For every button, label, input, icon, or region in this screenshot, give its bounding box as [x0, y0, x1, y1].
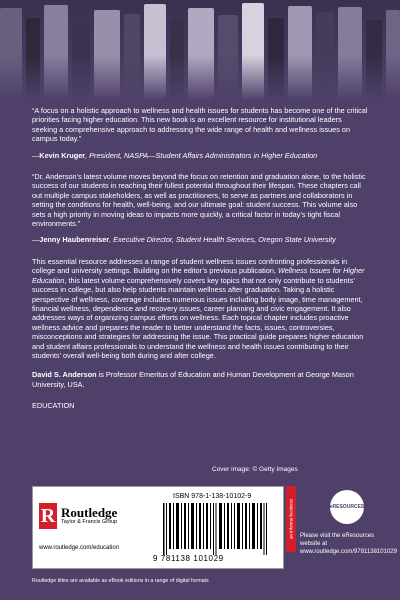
description-rest: , this latest volume comprehensively covers key topics that not only contribute to students’ success in college, but also help students maintain wellness after graduation. Taking a holistic perspective of wellness, coverage includes numerous issues including body image, time management, financial wellness, dependence and recovery issues, career planning and civic engagement. It also addresses ways of organizing campus efforts on wellness. Each topical chapter includes proactive wellness advice and prepares the reader to better understand the facts, issues, controversies, misconceptions and strategies for addressing the issue. This practical guide prepares higher education and student affairs professionals to understand the wellness and health issues contributing to their students’ overall well-being both during and after college. — [32, 275, 364, 360]
routledge-logo — [39, 503, 117, 529]
quote-2-role: , Executive Director, Student Health Services, Oregon State University — [109, 235, 336, 245]
barcode-panel — [32, 486, 284, 569]
author-bio — [32, 370, 368, 389]
isbn-text: ISBN 978-1-138-10102-9 — [173, 493, 252, 500]
previous-book-title: Wellness Issues for Higher Education — [32, 266, 365, 285]
publisher-group: Taylor & Francis Group — [61, 519, 118, 525]
quote-2-attribution: —Jenny Haubenreiser, Executive Director, Student Health Services, Oregon State University — [32, 235, 336, 245]
description-intro: This essential resource addresses a range of student wellness issues confronting professionals in college and university settings. Building on the editor’s previous publication, — [32, 256, 348, 276]
quote-1-name: Kevin Kruger — [39, 150, 86, 160]
back-cover-text — [32, 106, 368, 411]
bookshelf-photo — [0, 0, 400, 100]
quote-2-text: “Dr. Anderson’s latest volume moves beyond the focus on retention and graduation alone, to the holistic success of our students in reaching their fullest potential throughout their lifespan. These chapters call out multiple campus stakeholders, as well as practitioners, to serve as partners and collaborators in setting the conditions for health, well-being, and our ultimate goal: student success. This volume also sets a high priority in moving ideas to impacts more quickly, a critical factor in today’s tight fiscal environments.” — [32, 172, 366, 229]
cover-image-credit: Cover image: © Getty Images — [212, 466, 298, 473]
routledge-r-icon: R — [39, 503, 57, 529]
ebook-footer-note: Routledge titles are available as eBook editions in a range of digital formats — [32, 578, 209, 584]
barcode-icon — [163, 503, 267, 555]
quote-1-text: “A focus on a holistic approach to wellness and health issues for students has become one of the critical priorities facing higher education. This new book is an excellent resource for institutional leaders seeking a comprehensive approach to addressing the wide range of health and wellness issues on campus today.” — [32, 106, 368, 144]
quote-1-attribution: —Kevin Kruger, President, NASPA—Student Affairs Administrators in Higher Education — [32, 150, 318, 160]
quote-2-name: Jenny Haubenreiser — [39, 235, 110, 245]
eresources-badge-icon: eRESOURCES — [330, 490, 364, 524]
barcode-number: 9 781138 101029 — [153, 554, 224, 563]
publisher-url: www.routledge.com/education — [39, 545, 120, 551]
quote-1-role: , President, NASPA—Student Affairs Administrators in Higher Education — [85, 150, 318, 160]
description-paragraph — [32, 257, 368, 360]
author-bio-text: is Professor Emeritus of Education and Human Development at George Mason University, USA. — [32, 370, 354, 389]
informa-tag: an informa business — [286, 486, 296, 552]
subject-category: EDUCATION — [32, 401, 75, 411]
publisher-name: Routledge — [61, 505, 118, 520]
eresources-note: Please visit the eResources website at www.routledge.com/9781138101029 — [300, 533, 397, 555]
author-name: David S. Anderson — [32, 370, 97, 380]
